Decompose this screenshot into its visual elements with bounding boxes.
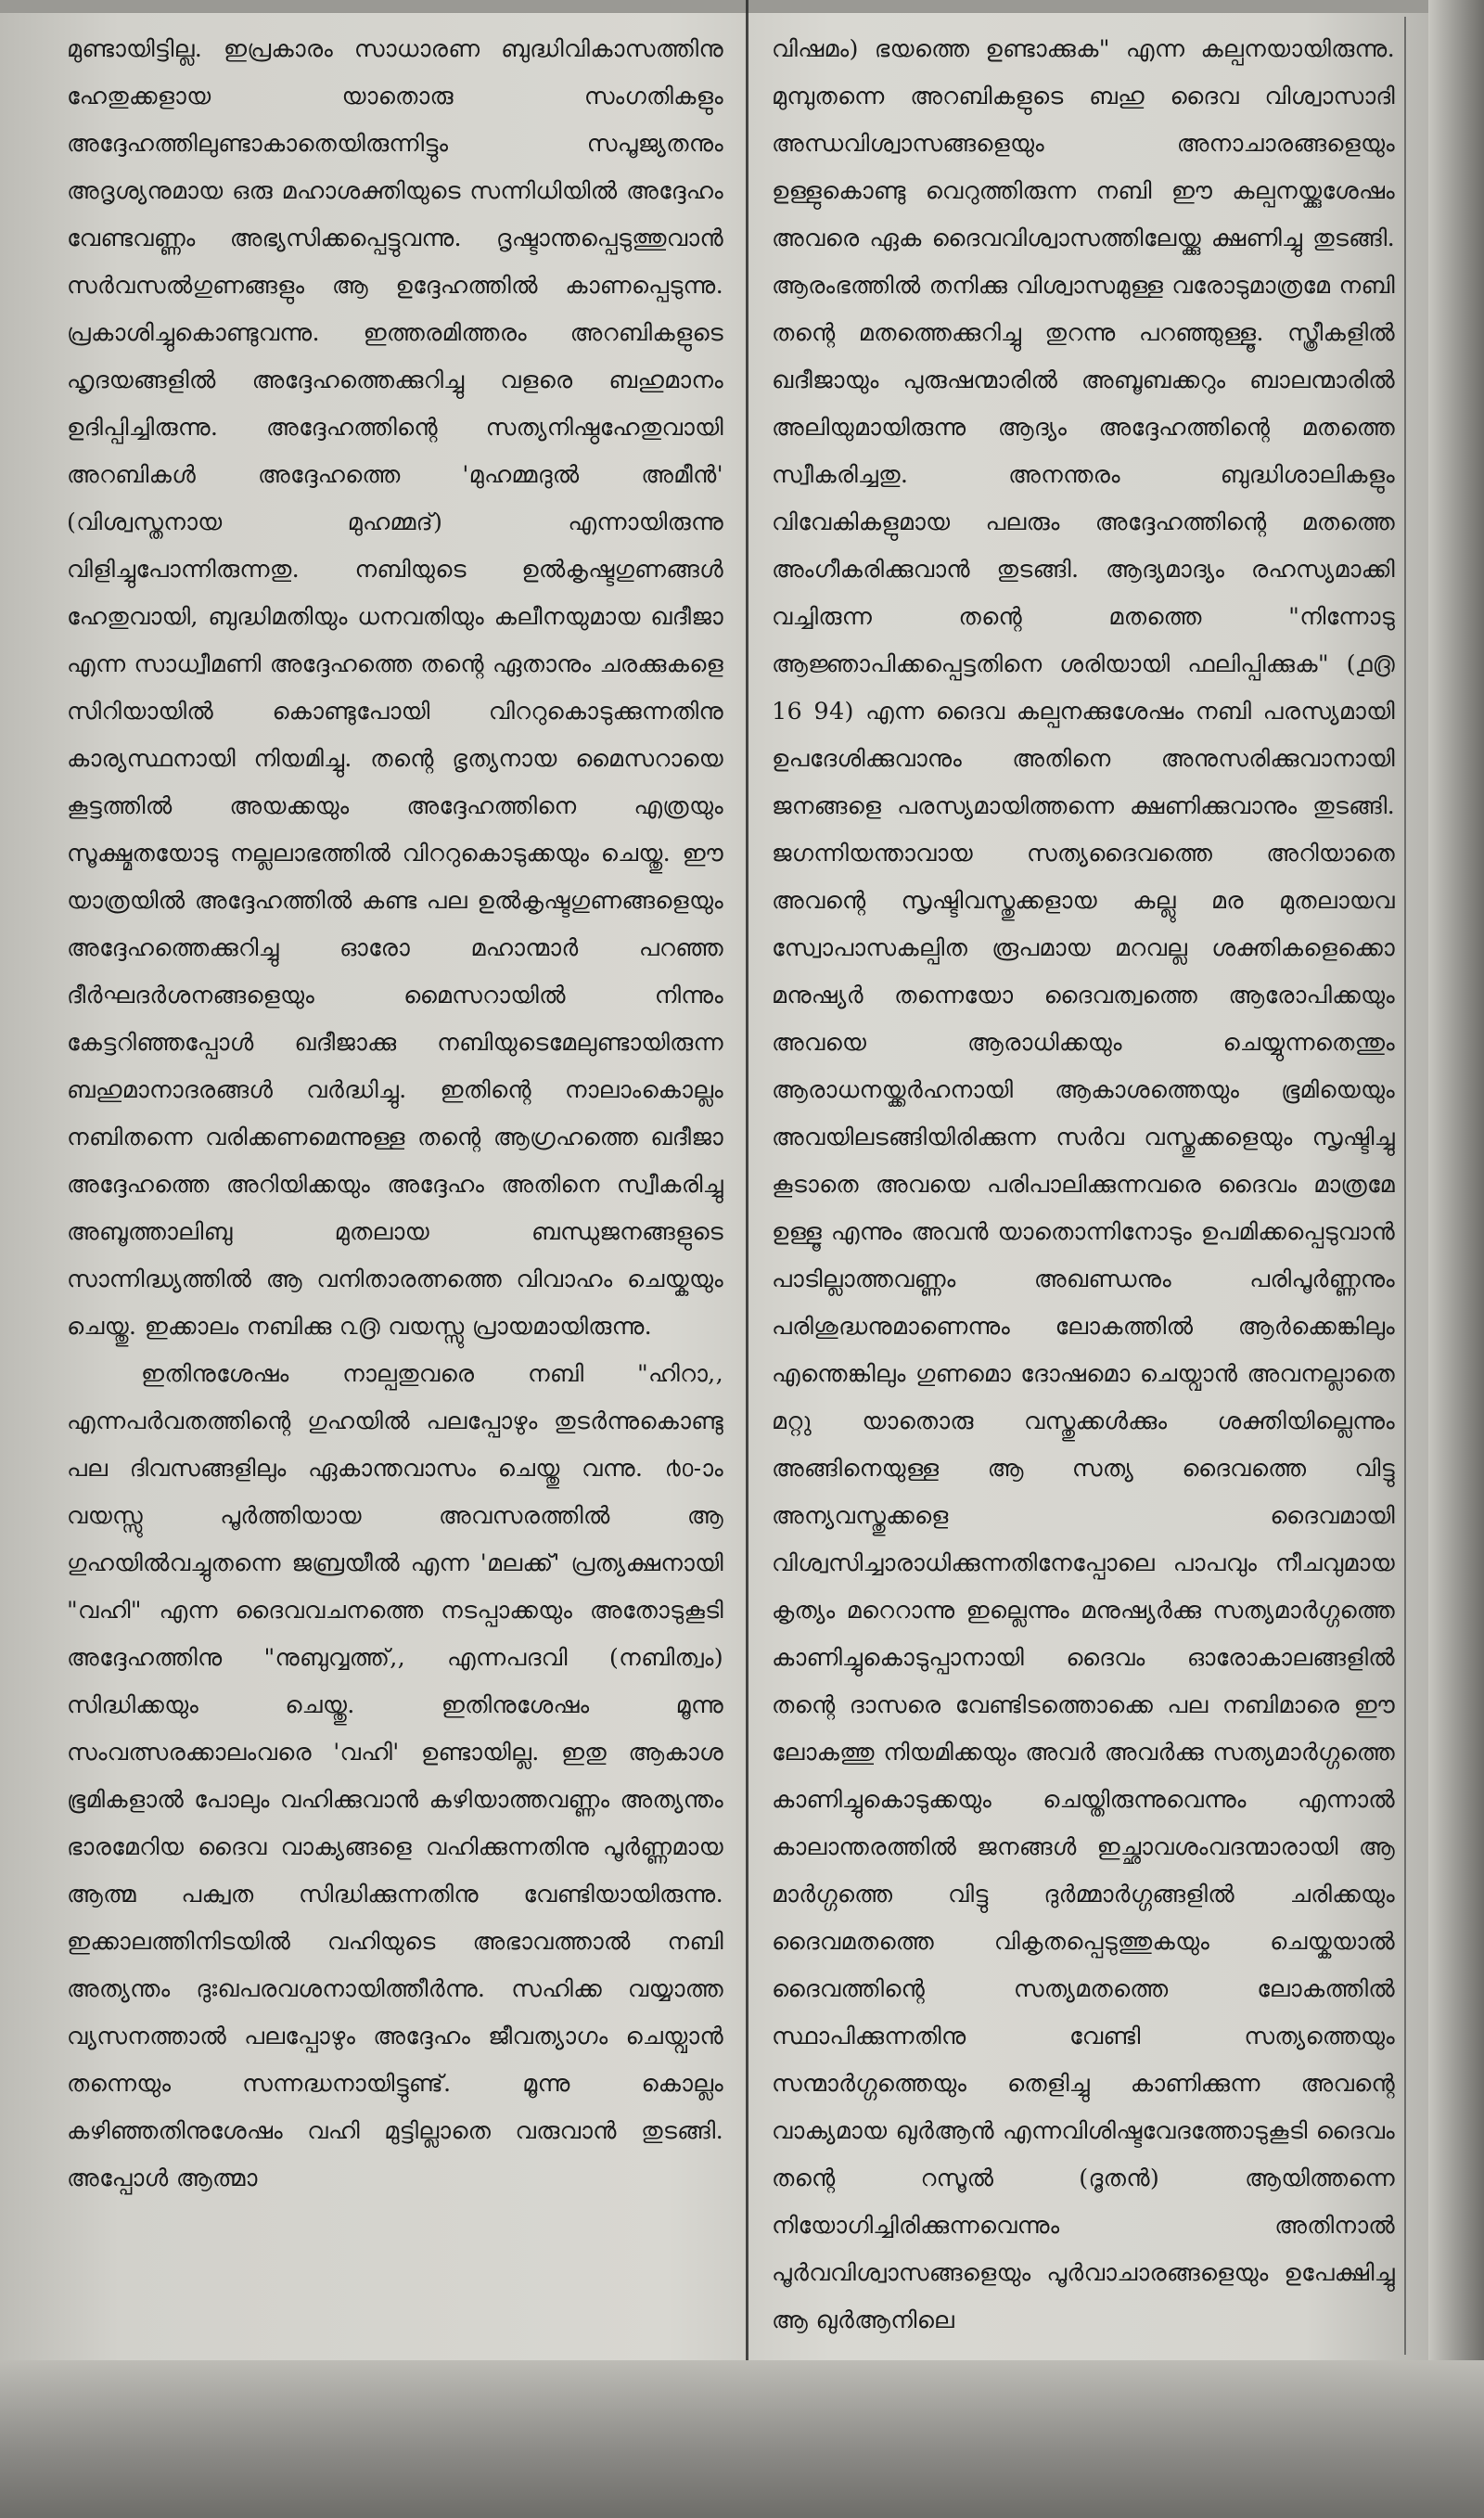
right-column	[772, 26, 1395, 2345]
page-bottom-edge	[0, 2360, 1484, 2518]
right-paragraph-1: വിഷമം) ഭയത്തെ ഉണ്ടാക്കുക" എന്ന കല്പനയായിരുന്നു. മുമ്പുതന്നെ അറബികളുടെ ബഹു ദൈവ വിശ്വാസാദി അന്ധവിശ്വാസങ്ങളെയും അനാചാരങ്ങളെയും ഉള്ളുകൊണ്ടു വെറുത്തിരുന്ന നബി ഈ കല്പനയ്ക്കുശേഷം അവരെ ഏക ദൈവവിശ്വാസത്തിലേയ്ക്കു ക്ഷണിച്ചു തുടങ്ങി. ആരംഭത്തിൽ തനിക്കു വിശ്വാസമുള്ള വരോടുമാത്രമേ നബി തന്റെ മതത്തെക്കുറിച്ചു തുറന്നു പറഞ്ഞുള്ളൂ. സ്ത്രീകളിൽ ഖദീജായും പുരുഷന്മാരിൽ അബൂബക്കറും ബാലന്മാരിൽ അലിയുമായിരുന്നു ആദ്യം അദ്ദേഹത്തിന്റെ മതത്തെ സ്വീകരിച്ചതു. അനന്തരം ബുദ്ധിശാലികളും വിവേകികളുമായ പലരും അദ്ദേഹത്തിന്റെ മതത്തെ അംഗീകരിക്കുവാൻ തുടങ്ങി. ആദ്യമാദ്യം രഹസ്യമാക്കി വച്ചിരുന്ന തന്റെ മതത്തെ "നിന്നോടു ആജ്ഞാപിക്കപ്പെട്ടതിനെ ശരിയായി ഫലിപ്പിക്കുക" (൧൫ 16 94) എന്ന ദൈവ കല്പനക്കുശേഷം നബി പരസ്യമായി ഉപദേശിക്കുവാനും അതിനെ അനുസരിക്കുവാനായി ജനങ്ങളെ പരസ്യമായിത്തന്നെ ക്ഷണിക്കുവാനും തുടങ്ങി. ജഗന്നിയന്താവായ സത്യദൈവത്തെ അറിയാതെ അവന്റെ സൃഷ്ടിവസ്തുക്കളായ കല്ലു മര മുതലായവ സ്വോപാസകല്പിത രൂപമായ മറവല്ല ശക്തികളെക്കൊ മനുഷ്യർ തന്നെയോ ദൈവത്വത്തെ ആരോപിക്കയും അവയെ ആരാധിക്കയും ചെയ്യുന്നതെന്തും ആരാധനയ്ക്കർഹനായി ആകാശത്തെയും ഭൂമിയെയും അവയിലടങ്ങിയിരിക്കുന്ന സർവ വസ്തുക്കളെയും സൃഷ്ടിച്ചു കൂടാതെ അവയെ പരിപാലിക്കുന്നവരെ ദൈവം മാത്രമേ ഉള്ളൂ എന്നും അവൻ യാതൊന്നിനോടും ഉപമിക്കപ്പെടുവാൻ പാടില്ലാത്തവണ്ണം അഖണ്ഡനും പരിപൂർണ്ണനും പരിശുദ്ധനുമാണെന്നും ലോകത്തിൽ ആർക്കെങ്കിലും എന്തെങ്കിലും ഗുണമൊ ദോഷമൊ ചെയ്വാൻ അവനല്ലാതെ മറ്റു യാതൊരു വസ്തുക്കൾക്കും ശക്തിയില്ലെന്നും അങ്ങിനെയുള്ള ആ സത്യ ദൈവത്തെ വിട്ടു അന്യവസ്തുക്കളെ ദൈവമായി വിശ്വസിച്ചാരാധിക്കുന്നതിനേപ്പോലെ പാപവും നീചവുമായ കൃത്യം മറെറാന്നു ഇല്ലെന്നും മനുഷ്യർക്കു സത്യമാർഗ്ഗത്തെ കാണിച്ചുകൊടുപ്പാനായി ദൈവം ഓരോകാലങ്ങളിൽ തന്റെ ദാസരെ വേണ്ടിടത്തൊക്കെ പല നബിമാരെ ഈ ലോകത്തു നിയമിക്കയും അവർ അവർക്കു സത്യമാർഗ്ഗത്തെ കാണിച്ചുകൊടുക്കയും ചെയ്തിരുന്നുവെന്നും എന്നാൽ കാലാന്തരത്തിൽ ജനങ്ങൾ ഇച്ഛാവശംവദന്മാരായി ആ മാർഗ്ഗത്തെ വിട്ടു ദുർമ്മാർഗ്ഗങ്ങളിൽ ചരിക്കയും ദൈവമതത്തെ വികൃതപ്പെടുത്തുകയും ചെയ്കയാൽ ദൈവത്തിന്റെ സത്യമതത്തെ ലോകത്തിൽ സ്ഥാപിക്കുന്നതിനു വേണ്ടി സത്യത്തെയും സന്മാർഗ്ഗത്തെയും തെളിച്ചു കാണിക്കുന്ന അവന്റെ വാക്യമായ ഖുർആൻ എന്നവിശിഷ്ടവേദത്തോടുകൂടി ദൈവം തന്റെ റസൂൽ (ദൂതൻ) ആയിത്തന്നെ നിയോഗിച്ചിരിക്കുന്നവെന്നും അതിനാൽ പൂർവവിശ്വാസങ്ങളെയും പൂർവാചാരങ്ങളെയും ഉപേക്ഷിച്ചു ആ ഖുർആനിലെ	[772, 35, 1395, 2334]
left-column	[67, 26, 723, 2203]
right-margin-rule	[1404, 17, 1406, 2355]
column-divider	[746, 0, 748, 2366]
left-paragraph-2: ഇതിനുശേഷം നാല്പതുവരെ നബി "ഹിറാ,, എന്നപർവതത്തിന്റെ ഗുഹയിൽ പലപ്പോഴും തുടർന്നുകൊണ്ടു പല ദിവസങ്ങളിലും ഏകാന്തവാസം ചെയ്തു വന്നു. ൪൦-ാം വയസ്സു പൂർത്തിയായ അവസരത്തിൽ ആ ഗുഹയിൽവച്ചുതന്നെ ജബ്രയീൽ എന്ന 'മലക്ക്' പ്രത്യക്ഷനായി "വഹി" എന്ന ദൈവവചനത്തെ നടപ്പാക്കയും അതോടുകൂടി അദ്ദേഹത്തിനു "നുബുവ്വത്ത്,, എന്നപദവി (നബിത്വം) സിദ്ധിക്കയും ചെയ്തു. ഇതിനുശേഷം മൂന്നു സംവത്സരക്കാലംവരെ 'വഹി' ഉണ്ടായില്ല. ഇതു ആകാശ ഭൂമികളാൽ പോലും വഹിക്കുവാൻ കഴിയാത്തവണ്ണം അത്യന്തം ഭാരമേറിയ ദൈവ വാക്യങ്ങളെ വഹിക്കുന്നതിനു പൂർണ്ണമായ ആത്മ പക്വത സിദ്ധിക്കുന്നതിനു വേണ്ടിയായിരുന്നു. ഇക്കാലത്തിനിടയിൽ വഹിയുടെ അഭാവത്താൽ നബി അത്യന്തം ദുഃഖപരവശനായിത്തീർന്നു. സഹിക്ക വയ്യാത്ത വ്യസനത്താൽ പലപ്പോഴും അദ്ദേഹം ജീവത്യാഗം ചെയ്വാൻ തന്നെയും സന്നദ്ധനായിട്ടുണ്ട്. മൂന്നു കൊല്ലം കഴിഞ്ഞതിനുശേഷം വഹി മുട്ടില്ലാതെ വരുവാൻ തുടങ്ങി. അപ്പോൾ ആത്മാ	[67, 1360, 723, 2192]
page-top-edge	[0, 0, 1484, 13]
left-paragraph-1: മുണ്ടായിട്ടില്ല. ഇപ്രകാരം സാധാരണ ബുദ്ധിവികാസത്തിനു ഹേതുക്കളായ യാതൊരു സംഗതികളും അദ്ദേഹത്തിലുണ്ടാകാതെയിരുന്നിട്ടും സപൂജ്യതനും അദൃശ്യനുമായ ഒരു മഹാശക്തിയുടെ സന്നിധിയിൽ അദ്ദേഹം വേണ്ടവണ്ണം അഭ്യസിക്കപ്പെട്ടുവന്നു. ദൃഷ്ടാന്തപ്പെടുത്തുവാൻ സർവസൽഗുണങ്ങളും ആ ഉദ്ദേഹത്തിൽ കാണപ്പെടുന്നു. പ്രകാശിച്ചുകൊണ്ടുവന്നു. ഇത്തരമിത്തരം അറബികളുടെ ഹൃദയങ്ങളിൽ അദ്ദേഹത്തെക്കുറിച്ചു വളരെ ബഹുമാനം ഉദിപ്പിച്ചിരുന്നു. അദ്ദേഹത്തിന്റെ സത്യനിഷ്ഠഹേതുവായി അറബികൾ അദ്ദേഹത്തെ 'മുഹമ്മദുൽ അമീൻ' (വിശ്വസ്തനായ മുഹമ്മദ്) എന്നായിരുന്നു വിളിച്ചുപോന്നിരുന്നതു. നബിയുടെ ഉൽകൃഷ്ടഗുണങ്ങൾ ഹേതുവായി, ബുദ്ധിമതിയും ധനവതിയും കലീനയുമായ ഖദീജാ എന്ന സാധ്വീമണി അദ്ദേഹത്തെ തന്റെ ഏതാനും ചരക്കുകളെ സിറിയായിൽ കൊണ്ടുപോയി വിററുകൊടുക്കുന്നതിനു കാര്യസ്ഥനായി നിയമിച്ചു. തന്റെ ഭൃത്യനായ മൈസറായെ കൂട്ടത്തിൽ അയക്കയും അദ്ദേഹത്തിനെ എത്രയും സൂക്ഷ്മതയോടു നല്ലലാഭത്തിൽ വിററുകൊടുക്കയും ചെയ്തു. ഈ യാത്രയിൽ അദ്ദേഹത്തിൽ കണ്ട പല ഉൽകൃഷ്ടഗുണങ്ങളെയും അദ്ദേഹത്തെക്കുറിച്ചു ഓരോ മഹാന്മാർ പറഞ്ഞ ദീർഘദർശനങ്ങളെയും മൈസറായിൽ നിന്നും കേട്ടറിഞ്ഞപ്പോൾ ഖദീജാക്കു നബിയുടെമേലുണ്ടായിരുന്ന ബഹുമാനാദരങ്ങൾ വർദ്ധിച്ചു. ഇതിന്റെ നാലാംകൊല്ലം നബിതന്നെ വരിക്കണമെന്നുള്ള തന്റെ ആഗ്രഹത്തെ ഖദീജാ അദ്ദേഹത്തെ അറിയിക്കയും അദ്ദേഹം അതിനെ സ്വീകരിച്ചു അബൂത്താലിബു മുതലായ ബന്ധുജനങ്ങളുടെ സാന്നിദ്ധ്യത്തിൽ ആ വനിതാരത്നത്തെ വിവാഹം ചെയ്കയും ചെയ്തു. ഇക്കാലം നബിക്കു ൨൫ വയസ്സു പ്രായമായിരുന്നു.	[67, 35, 723, 1341]
page-right-edge	[1428, 0, 1484, 2518]
